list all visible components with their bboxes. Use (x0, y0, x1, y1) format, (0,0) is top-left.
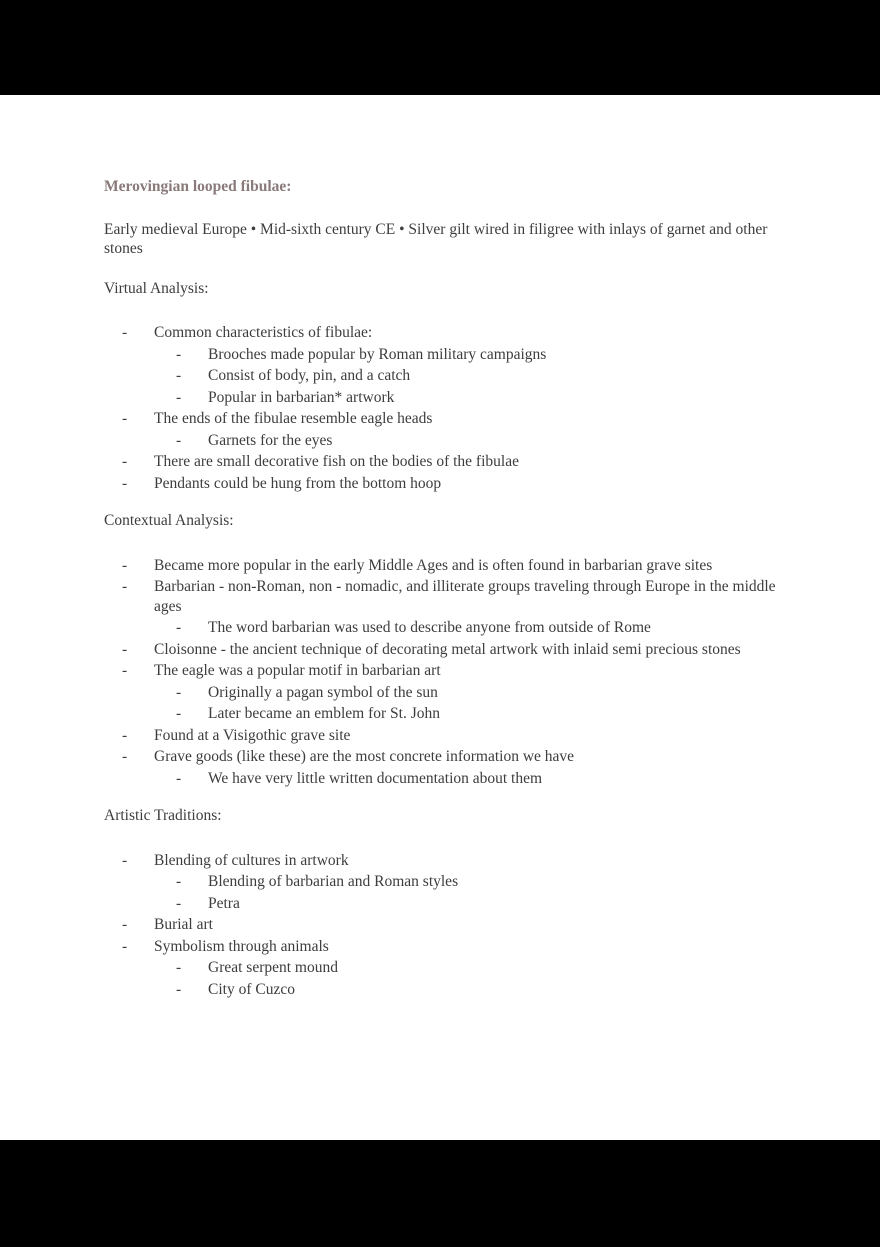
list-item-text: Brooches made popular by Roman military campaigns (208, 345, 547, 363)
bullet-dash-icon: - (176, 619, 182, 636)
bullet-dash-icon: - (122, 556, 128, 574)
list-item (176, 769, 776, 789)
list-item-text: Later became an emblem for St. John (208, 705, 440, 722)
list-item-text: Great serpent mound (208, 959, 338, 976)
list-item (176, 980, 776, 1000)
list-item (122, 640, 776, 660)
list-item-text: Petra (208, 894, 240, 912)
list-item-text: Symbolism through animals (154, 937, 329, 955)
list-item (122, 474, 776, 494)
list-item (122, 409, 776, 429)
list-item-text: We have very little written documentation about them (208, 769, 543, 787)
bullet-dash-icon: - (122, 578, 128, 595)
list-item-text: Consist of body, pin, and a catch (208, 367, 411, 384)
list-item (122, 747, 776, 767)
bullet-dash-icon: - (176, 367, 182, 384)
bullet-dash-icon: - (122, 937, 128, 955)
bullet-dash-icon: - (122, 662, 128, 679)
list-item-text: City of Cuzco (208, 980, 295, 998)
bullet-dash-icon: - (176, 769, 182, 787)
document-page (0, 95, 880, 1140)
list-item-text: Pendants could be hung from the bottom hoop (154, 474, 442, 492)
list-item-text: Popular in barbarian* artwork (208, 388, 395, 406)
list-item (122, 726, 776, 746)
bullet-dash-icon: - (176, 980, 182, 998)
list-item (122, 323, 776, 343)
list-item (176, 388, 776, 408)
section-heading: Virtual Analysis: (104, 279, 209, 297)
top-black-bar (0, 0, 880, 95)
list-item (176, 366, 776, 386)
list-item-text: The eagle was a popular motif in barbarian art (154, 662, 441, 679)
list-item-text: Blending of barbarian and Roman styles (208, 873, 459, 890)
list-item-text: Grave goods (like these) are the most concrete information we have (154, 748, 575, 765)
bullet-dash-icon: - (122, 324, 128, 341)
bullet-dash-icon: - (176, 431, 182, 449)
list-item (176, 618, 776, 638)
list-item (176, 345, 776, 365)
list-item (122, 851, 776, 871)
document-subtitle: Early medieval Europe • Mid-sixth century CE • Silver gilt wired in filigree with inlays of garnet and other stones (104, 220, 768, 257)
section-virtual-analysis (104, 279, 776, 494)
bullet-dash-icon: - (176, 894, 182, 912)
bullet-dash-icon: - (122, 410, 128, 427)
list-item-text: Common characteristics of fibulae: (154, 324, 373, 341)
list-item-text: There are small decorative fish on the bodies of the fibulae (154, 453, 519, 470)
bullet-dash-icon: - (122, 748, 128, 765)
bullet-dash-icon: - (176, 873, 182, 890)
list-item (122, 452, 776, 472)
list-item-text: The word barbarian was used to describe anyone from outside of Rome (208, 619, 651, 636)
bullet-dash-icon: - (122, 851, 128, 869)
list-item-text: Barbarian - non-Roman, non - nomadic, and illiterate groups traveling through Europe in the middle ages (154, 578, 776, 615)
list-item (176, 894, 776, 914)
bullet-dash-icon: - (122, 916, 128, 933)
list-item-text: Blending of cultures in artwork (154, 851, 349, 869)
section-heading: Contextual Analysis: (104, 512, 234, 529)
bullet-dash-icon: - (122, 474, 128, 492)
bullet-dash-icon: - (176, 388, 182, 406)
list-item-text: The ends of the fibulae resemble eagle heads (154, 410, 433, 427)
list-item-text: Burial art (154, 916, 213, 933)
list-item (176, 683, 776, 703)
list-item (122, 577, 776, 616)
bullet-dash-icon: - (122, 640, 128, 658)
section-contextual-analysis (104, 511, 776, 788)
list-item (122, 661, 776, 681)
section-heading: Artistic Traditions: (104, 807, 222, 824)
list-item-text: Originally a pagan symbol of the sun (208, 683, 438, 701)
bottom-black-bar (0, 1140, 880, 1247)
list-item (176, 872, 776, 892)
bullet-dash-icon: - (176, 959, 182, 976)
bullet-dash-icon: - (122, 726, 128, 744)
list-item (176, 958, 776, 978)
list-item (176, 704, 776, 724)
list-item-text: Cloisonne - the ancient technique of decorating metal artwork with inlaid semi precious stones (154, 640, 741, 658)
bullet-dash-icon: - (176, 705, 182, 722)
document-title: Merovingian looped fibulae: (104, 178, 292, 195)
bullet-dash-icon: - (122, 453, 128, 470)
list-item (122, 556, 776, 576)
list-item-text: Found at a Visigothic grave site (154, 726, 351, 744)
bullet-dash-icon: - (176, 345, 182, 363)
list-item (122, 915, 776, 935)
list-item (176, 431, 776, 451)
list-item-text: Became more popular in the early Middle Ages and is often found in barbarian grave sites (154, 556, 713, 574)
bullet-dash-icon: - (176, 683, 182, 701)
list-item-text: Garnets for the eyes (208, 431, 333, 449)
section-artistic-traditions (104, 806, 776, 999)
list-item (122, 937, 776, 957)
